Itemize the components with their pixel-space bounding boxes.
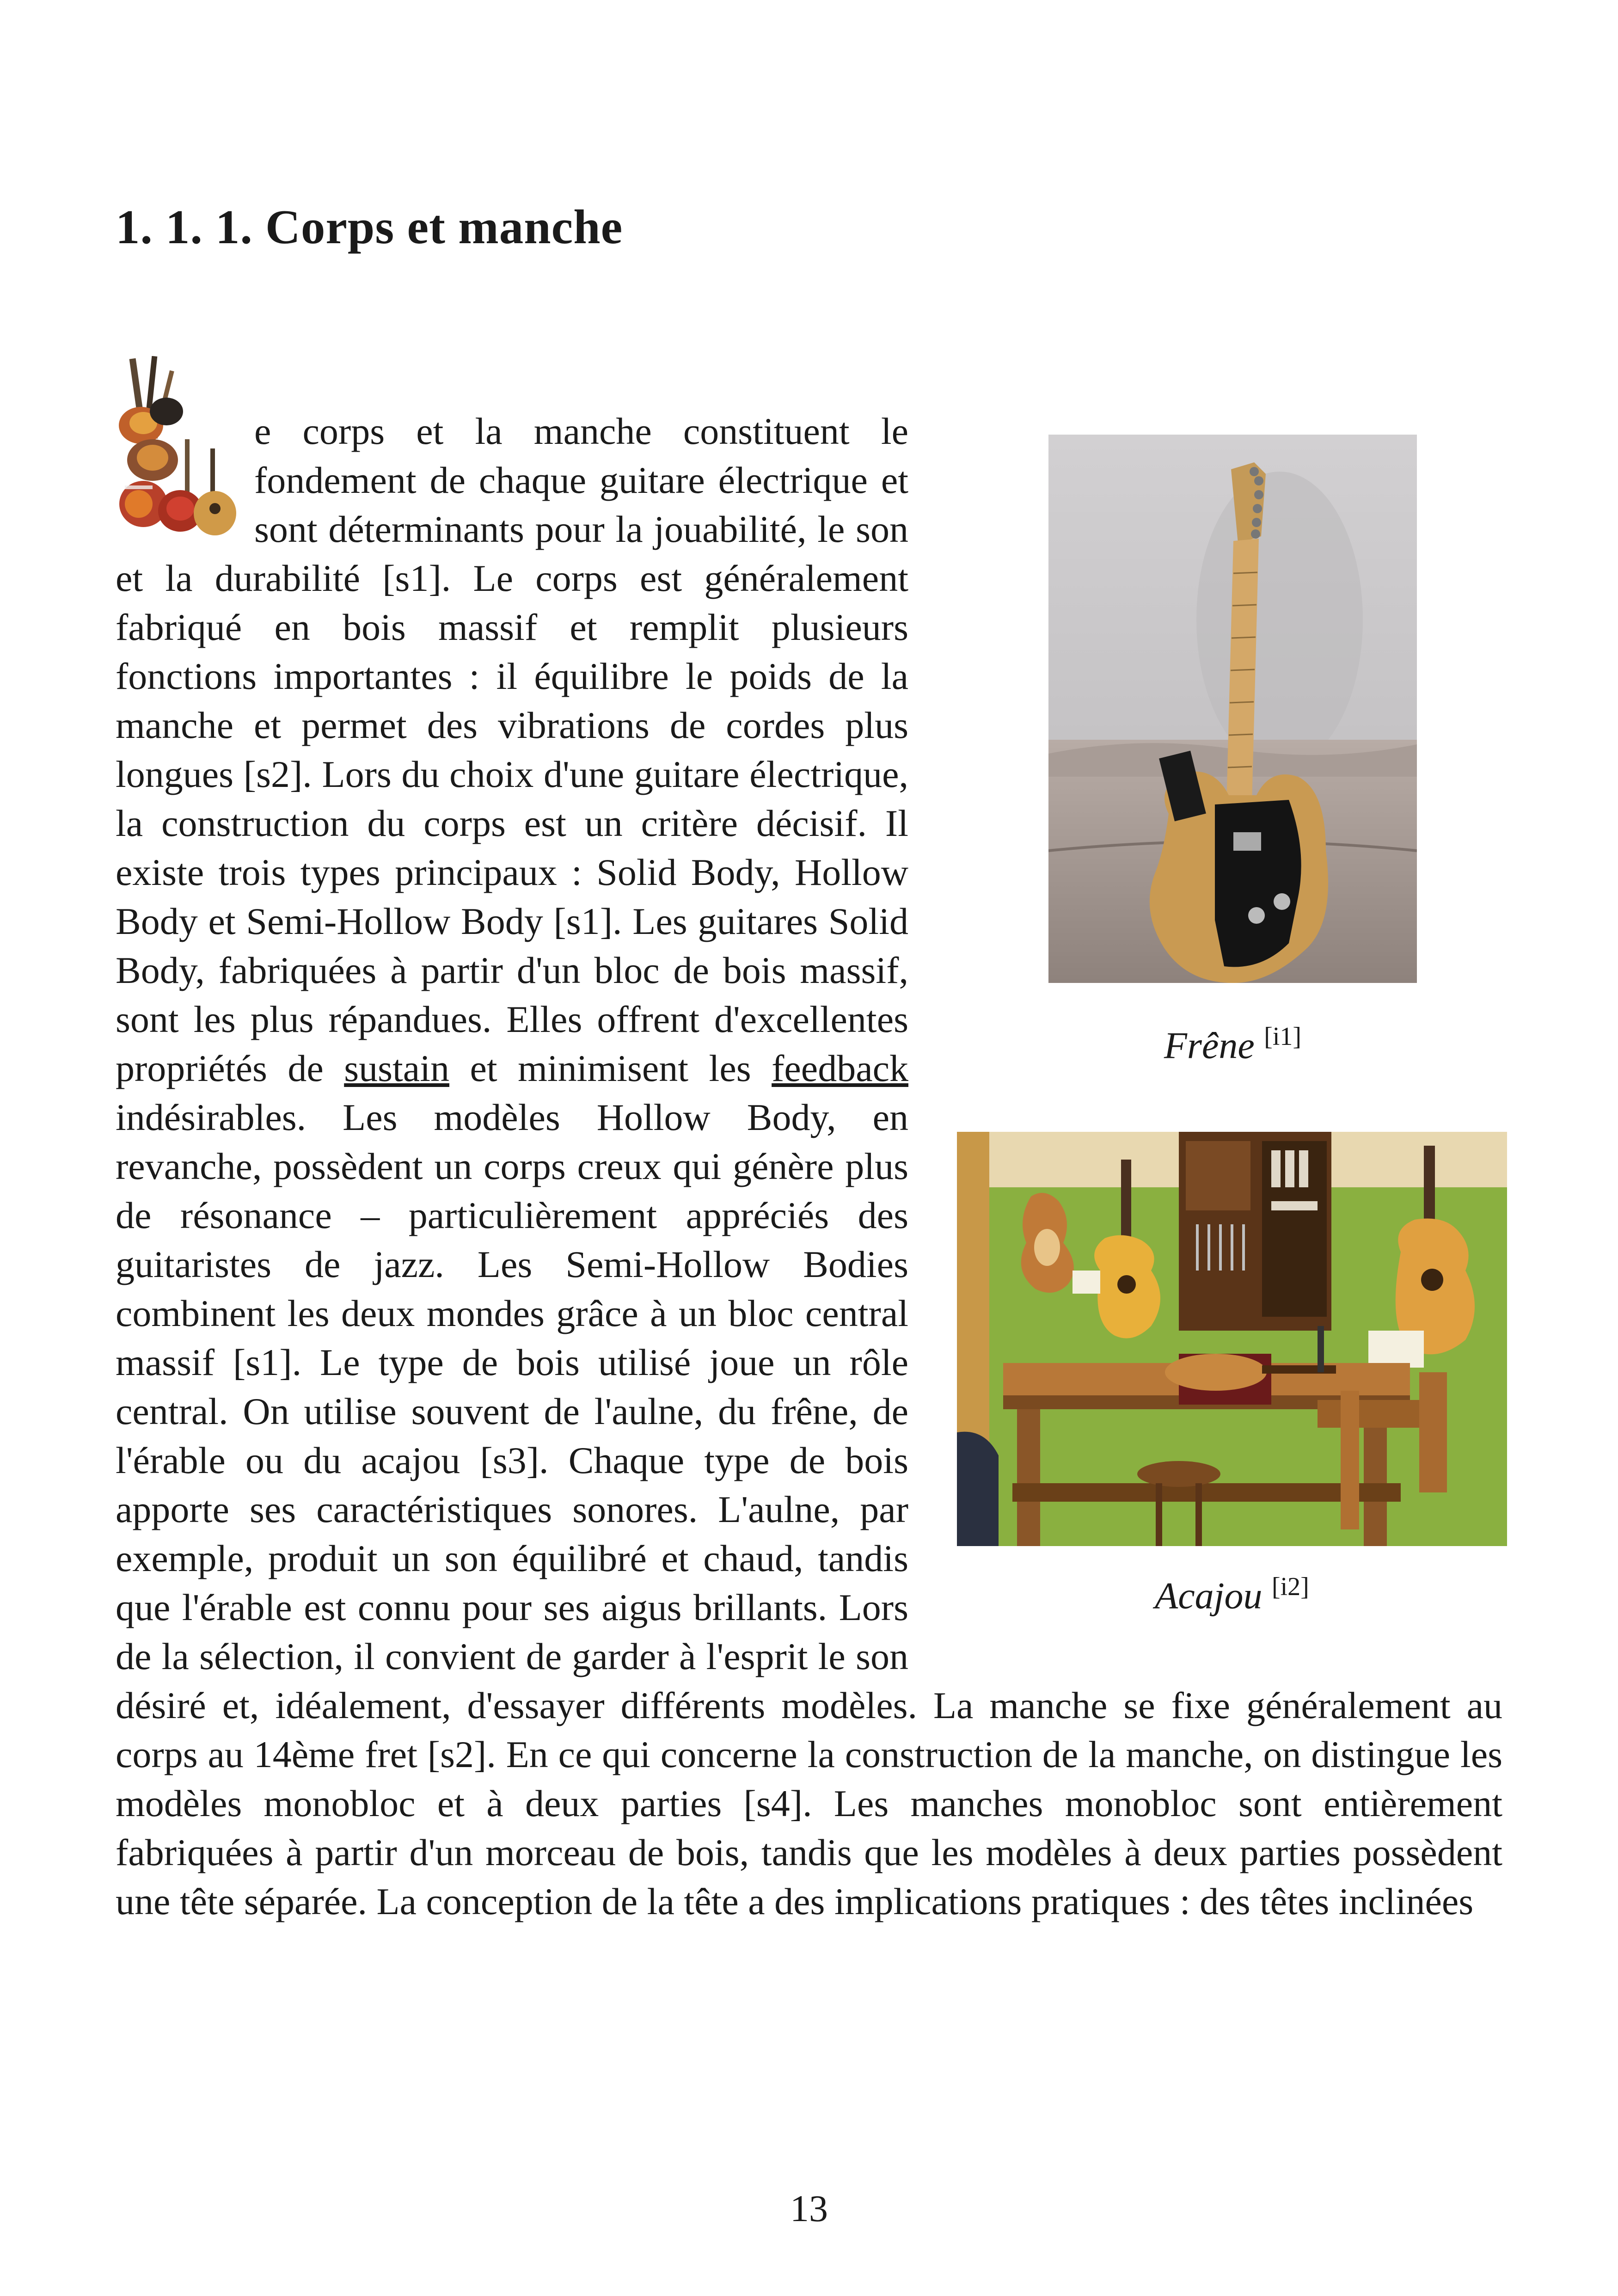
acajou-workshop-photo [957,1132,1507,1546]
acajou-caption-text: Acajou [1155,1574,1263,1617]
acajou-caption [957,1572,1507,1617]
body-mid-text: et minimisent les [449,1047,772,1089]
sustain-link[interactable]: sustain [344,1047,449,1089]
acajou-ref[interactable]: [i2] [1271,1572,1309,1601]
section-heading [116,199,623,255]
section-title: Corps et manche [265,200,623,254]
body-rest-text: indésirables. Les modèles Hollow Body, en revanche, possèdent un corps creux qui génère plus de résonance – particulièrement appréciés des guitaristes de jazz. Les Semi-Hollow Bodies combinent les deux mondes grâce à un bloc central massif [s1]. Le type de bois utilisé joue un rôle central. On utilise souvent de l'aulne, du frêne, de l'érable ou du acajou [s3]. Chaque type de bois apporte ses caractéristiques sonores. L'aulne, par exemple, produit un son équilibré et chaud, tandis que l'érable est connu pour ses aigus brillants. Lors de la sélection, il convient de garder à l'esprit le son désiré et, idéalement, d'essayer différents modèles. La manche se fixe généralement au corps au 14ème fret [s2]. En ce qui concerne la construction de la manche, on distingue les modèles monobloc et à deux parties [s4]. Les manches monobloc sont entièrement fabriquées à partir d'un morceau de bois, tandis que les modèles à deux parties possèdent une tête séparée. La conception de la tête a des implications pratiques : des têtes inclinées [116,1096,1502,1922]
frene-caption [1048,1022,1417,1067]
frene-caption-text: Frêne [1164,1024,1255,1067]
page-number: 13 [790,2187,828,2229]
feedback-link[interactable]: feedback [772,1047,908,1089]
drop-cap-space [116,407,254,554]
frene-guitar-photo [1048,435,1417,983]
body-intro-text: e corps et la manche constituent le fondement de chaque guitare électrique et sont déterminants pour la jouabilité, le son et la durabilité [s1]. Le corps est généralement fabriqué en bois massif et remplit plusieurs fonctions importantes : il équilibre le poids de la manche et permet des vibrations de cordes plus longues [s2]. Lors du choix d'une guitare électrique, la construction du corps est un critère décisif. Il existe trois types principaux : Solid Body, Hollow Body et Semi-Hollow Body [s1]. Les guitares Solid Body, fabriquées à partir d'un bloc de bois massif, sont les plus répandues. Elles offrent d'excellentes propriétés de [116,410,908,1089]
frene-ref[interactable]: [i1] [1264,1022,1302,1051]
section-number: 1. 1. 1. [116,200,253,254]
